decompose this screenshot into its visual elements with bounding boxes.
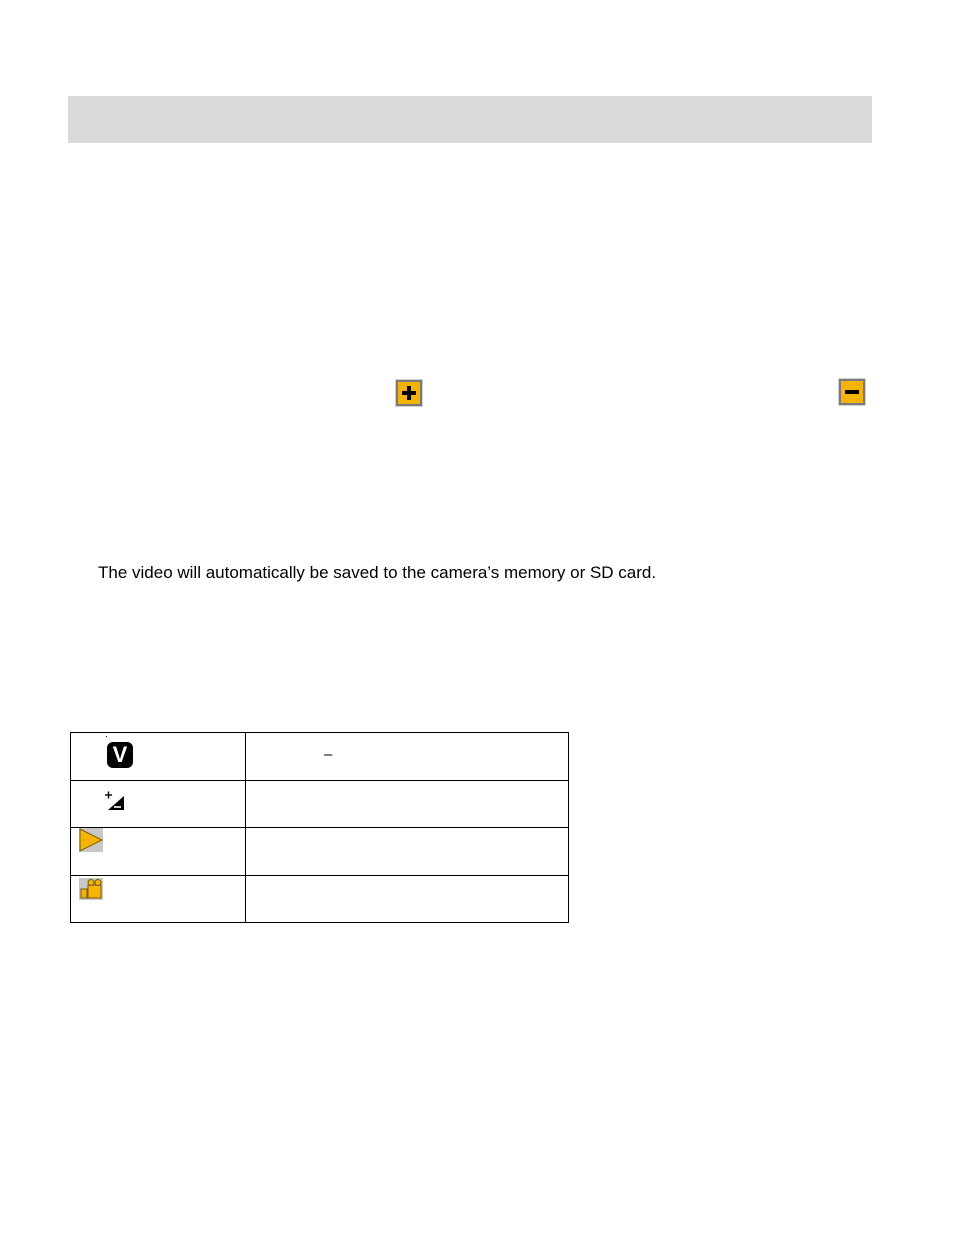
save-note-text: The video will automatically be saved to the camera’s memory or SD card. xyxy=(98,563,657,582)
table-row xyxy=(71,733,569,781)
row-description: – xyxy=(324,746,333,763)
exposure-icon xyxy=(104,790,128,814)
zoom-out-minus-icon xyxy=(839,379,865,405)
section-header-band xyxy=(68,96,872,143)
video-camera-icon xyxy=(79,878,103,900)
icon-table xyxy=(70,732,569,923)
play-icon xyxy=(79,828,103,852)
table-row xyxy=(71,781,569,828)
zoom-in-plus-icon xyxy=(396,380,422,406)
table-row xyxy=(71,876,569,923)
table-row xyxy=(71,828,569,876)
v-mode-icon: V xyxy=(107,742,133,768)
